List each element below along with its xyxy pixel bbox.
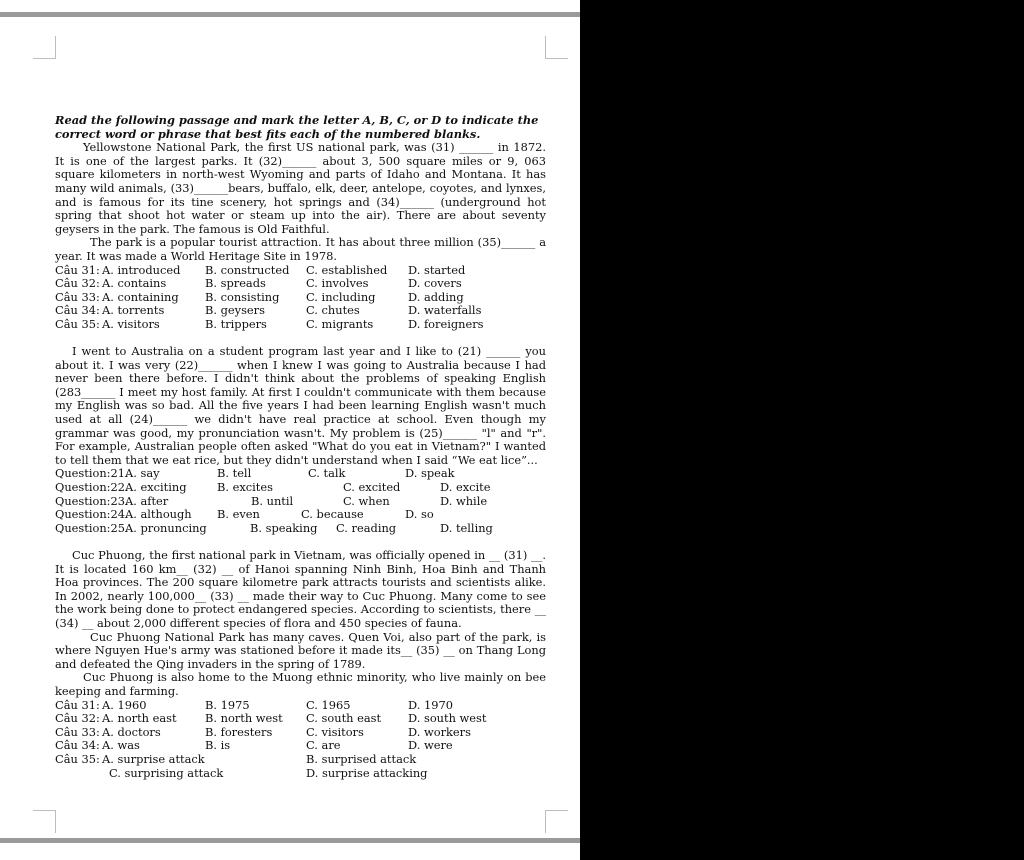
option-d: D. waterfalls <box>408 303 482 318</box>
question-label: Question:21. <box>55 466 129 481</box>
question-row <box>55 726 546 740</box>
question-row <box>55 467 546 481</box>
option-a: A. north east <box>102 711 177 726</box>
question-label: Câu 34: <box>55 738 100 753</box>
question-row <box>55 712 546 726</box>
option-c: C. reading <box>336 520 397 535</box>
option-d: D. telling <box>440 520 493 535</box>
question-label: Câu 33: <box>55 724 100 739</box>
question-row <box>55 304 546 318</box>
question-row <box>55 699 546 713</box>
passage3-paragraph-3: Cuc Phuong is also home to the Muong ethnic minority, who live mainly on bee keeping and farming. <box>55 670 546 698</box>
option-d: D. were <box>408 738 453 753</box>
option-c: C. excited <box>343 480 401 495</box>
crop-mark-bottom-right <box>545 810 568 833</box>
document-page <box>55 114 546 780</box>
option-c: C. 1965 <box>306 697 351 712</box>
option-b: B. even <box>217 507 260 522</box>
option-c: C. because <box>301 507 364 522</box>
option-d: D. while <box>440 493 488 508</box>
option-c: C. when <box>343 493 390 508</box>
question-label: Question:23. <box>55 493 129 508</box>
question-label: Question:24. <box>55 507 129 522</box>
question-label: Câu 35: <box>55 316 100 331</box>
option-d: D. adding <box>408 289 464 304</box>
option-b: B. north west <box>205 711 283 726</box>
option-c: C. are <box>306 738 341 753</box>
passage2-paragraph: I went to Australia on a student program last year and I like to (21) ______ you about it. I was very (22)______ when I knew I was going to Australia because I had never been there before. I didn't think about the problems of speaking English (283______ I meet my host family. At first I couldn't communicate with them because my English was so bad. All the five years I had been learning English wasn't much used at all (24)______ we didn't have real practice at school. Even though my grammar was good, my pronunciation wasn't. My problem is (25)______ "l" and "r". For example, Australian people often asked "What do you eat in Vietnam?" I wanted to tell them that we eat rice, but they didn't understand when I said “We eat lice”... <box>55 344 546 467</box>
option-a: A. exciting <box>125 480 187 495</box>
option-b: B. consisting <box>205 289 280 304</box>
option-d: D. workers <box>408 724 471 739</box>
option-a: A. contains <box>102 276 167 291</box>
passage3-paragraph-2: Cuc Phuong National Park has many caves. Quen Voi, also part of the park, is where Nguyen Hue's army was stationed before it made its__ (35) __ on Thang Long and defeated the Qing invaders in the spring of 1789. <box>55 629 546 671</box>
option-c: C. involves <box>306 276 369 291</box>
question-row <box>55 277 546 291</box>
option-d: D. surprise attacking <box>306 765 428 780</box>
option-a: A. although <box>125 507 192 522</box>
option-c: C. surprising attack <box>109 765 224 780</box>
option-b: B. is <box>205 738 231 753</box>
option-c: C. south east <box>306 711 382 726</box>
option-c: C. visitors <box>306 724 364 739</box>
option-d: D. started <box>408 262 466 277</box>
passage3-paragraph-1: Cuc Phuong, the first national park in Vietnam, was officially opened in __ (31) __. It is located 160 km__ (32) __ of Hanoi spanning Ninh Binh, Hoa Binh and Thanh Hoa provinces. The 200 square kilometre park attracts tourists and scientists alike. In 2002, nearly 100,000__ (33) __ made their way to Cuc Phuong. Many come to see the work being done to protect endangered species. According to scientists, there __ (34) __ about 2,000 different species of flora and 450 species of fauna. <box>55 548 546 630</box>
option-a: A. pronuncing <box>125 520 207 535</box>
option-a: A. say <box>125 466 160 481</box>
question-label: Câu 31: <box>55 262 100 277</box>
question-row <box>55 291 546 305</box>
question-row <box>55 753 546 767</box>
option-a: A. surprise attack <box>102 751 205 766</box>
question-row <box>55 264 546 278</box>
question-row <box>55 522 546 536</box>
option-d: D. speak <box>405 466 455 481</box>
question-row <box>55 318 546 332</box>
instruction-text: Read the following passage and mark the letter A, B, C, or D to indicate the correct word or phrase that best fits each of the numbered blanks. <box>55 113 539 141</box>
option-b: B. excites <box>217 480 273 495</box>
passage3-questions <box>55 699 546 781</box>
option-a: A. torrents <box>102 303 165 318</box>
question-label: Câu 33: <box>55 289 100 304</box>
option-c: C. established <box>306 262 388 277</box>
option-a: A. containing <box>102 289 179 304</box>
question-row <box>55 739 546 753</box>
option-b: B. trippers <box>205 316 267 331</box>
question-label: Question:25. <box>55 520 129 535</box>
question-row <box>55 767 546 781</box>
question-row <box>55 495 546 509</box>
option-c: C. migrants <box>306 316 374 331</box>
option-b: B. surprised attack <box>306 751 417 766</box>
option-a: A. was <box>102 738 140 753</box>
question-label: Câu 31: <box>55 697 100 712</box>
option-b: B. tell <box>217 466 252 481</box>
option-a: A. doctors <box>102 724 161 739</box>
question-label: Câu 34: <box>55 303 100 318</box>
option-d: D. south west <box>408 711 487 726</box>
crop-mark-top-left <box>33 36 56 59</box>
question-label: Câu 32: <box>55 276 100 291</box>
option-b: B. speaking <box>250 520 318 535</box>
option-c: C. including <box>306 289 376 304</box>
question-row <box>55 481 546 495</box>
passage1-questions <box>55 264 546 332</box>
option-b: B. spreads <box>205 276 266 291</box>
option-b: B. geysers <box>205 303 265 318</box>
option-a: A. introduced <box>102 262 181 277</box>
option-b: B. 1975 <box>205 697 250 712</box>
crop-mark-bottom-left <box>33 810 56 833</box>
page-top-edge <box>0 12 580 17</box>
question-label: Câu 35: <box>55 751 100 766</box>
passage2-questions <box>55 467 546 535</box>
option-c: C. chutes <box>306 303 360 318</box>
option-a: A. 1960 <box>102 697 147 712</box>
option-b: B. foresters <box>205 724 273 739</box>
question-row <box>55 508 546 522</box>
question-label: Câu 32: <box>55 711 100 726</box>
option-b: B. until <box>251 493 294 508</box>
crop-mark-top-right <box>545 36 568 59</box>
option-c: C. talk <box>308 466 346 481</box>
passage1-paragraph-1: Yellowstone National Park, the first US national park, was (31) ______ in 1872. It is one of the largest parks. It (32)______ about 3, 500 square miles or 9, 063 square kilometers in north-west Wyoming and parts of Idaho and Montana. It has many wild animals, (33)______bears, buffalo, elk, deer, antelope, coyotes, and lynxes, and is famous for its tine scenery, hot springs and (34)______ (underground hot spring that shoot hot water or steam up into the air). There are about seventy geysers in the park. The famous is Old Faithful. <box>55 140 546 236</box>
option-d: D. covers <box>408 276 462 291</box>
option-d: D. so <box>405 507 434 522</box>
option-d: D. foreigners <box>408 316 484 331</box>
question-label: Question:22. <box>55 480 129 495</box>
option-d: D. excite <box>440 480 491 495</box>
option-a: A. visitors <box>102 316 160 331</box>
passage1-paragraph-2: The park is a popular tourist attraction. It has about three million (35)______ a year. It was made a World Heritage Site in 1978. <box>55 235 546 263</box>
page-bottom-edge <box>0 838 580 843</box>
option-a: A. after <box>125 493 169 508</box>
option-d: D. 1970 <box>408 697 453 712</box>
option-b: B. constructed <box>205 262 290 277</box>
